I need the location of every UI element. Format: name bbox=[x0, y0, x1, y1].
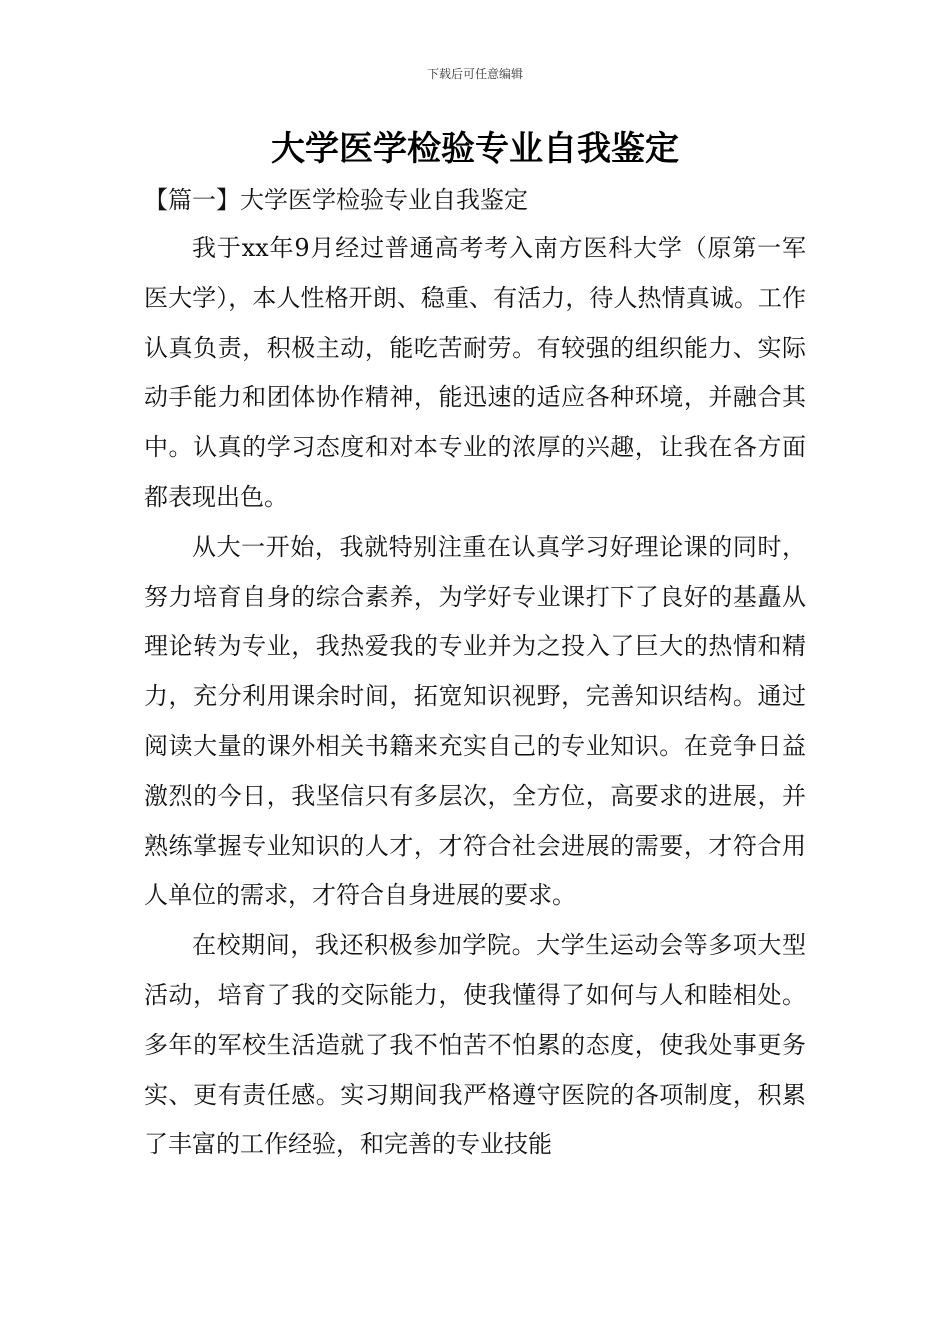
section-heading: 【篇一】大学医学检验专业自我鉴定 bbox=[144, 186, 528, 214]
paragraph: 从大一开始，我就特别注重在认真学习好理论课的同时，努力培育自身的综合素养，为学好专业课打下了良好的基矗从理论转为专业，我热爱我的专业并为之投入了巨大的热情和精力，充分利用课余时间，拓宽知识视野，完善知识结构。通过阅读大量的课外相关书籍来充实自己的专业知识。在竞争日益激烈的今日，我坚信只有多层次，全方位，高要求的进展，并熟练掌握专业知识的人才，才符合社会进展的需要，才符合用人单位的需求，才符合自身进展的要求。 bbox=[144, 532, 806, 910]
document-body bbox=[144, 224, 806, 1170]
paragraph: 我于xx年9月经过普通高考考入南方医科大学（原第一军医大学），本人性格开朗、稳重、有活力，待人热情真诚。工作认真负责，积极主动，能吃苦耐劳。有较强的组织能力、实际动手能力和团体协作精神，能迅速的适应各种环境，并融合其中。认真的学习态度和对本专业的浓厚的兴趣，让我在各方面都表现出色。 bbox=[144, 234, 806, 511]
paragraph: 在校期间，我还积极参加学院。大学生运动会等多项大型活动，培育了我的交际能力，使我懂得了如何与人和睦相处。多年的军校生活造就了我不怕苦不怕累的态度，使我处事更务实、更有责任感。实习期间我严格遵守医院的各项制度，积累了丰富的工作经验，和完善的专业技能 bbox=[144, 931, 806, 1159]
header-note: 下载后可任意编辑 bbox=[426, 67, 523, 81]
document-title: 大学医学检验专业自我鉴定 bbox=[271, 129, 679, 169]
